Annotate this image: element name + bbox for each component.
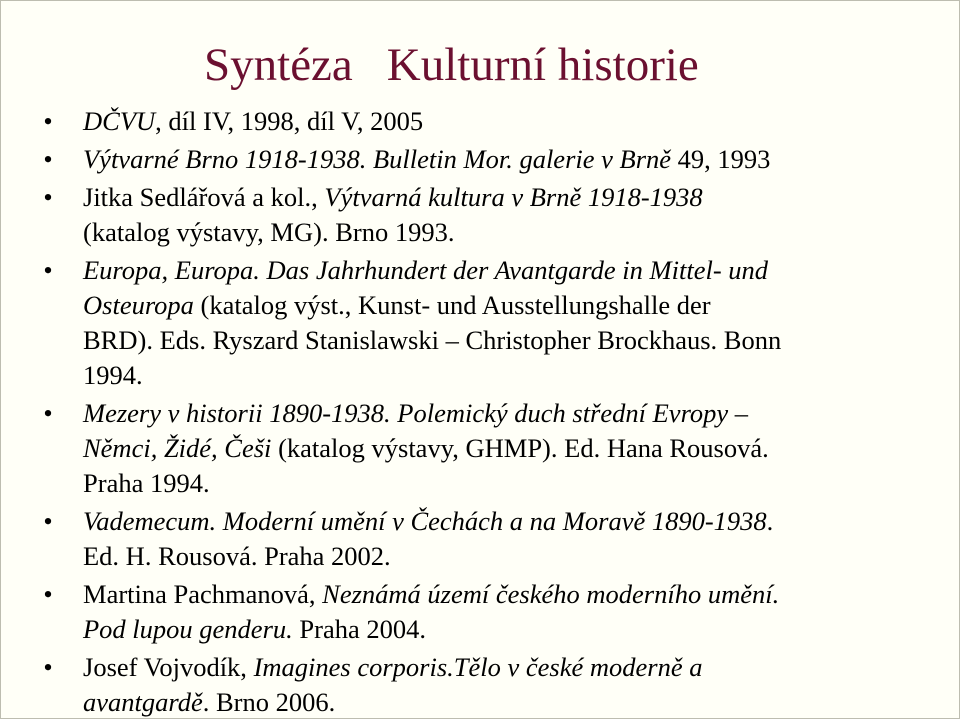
list-item — [43, 142, 943, 177]
list-item — [43, 104, 943, 139]
text-segment: 49, 1993 — [677, 144, 771, 174]
text-segment: Martina Pachmanová, — [83, 579, 323, 609]
list-item — [43, 577, 943, 647]
italic-text: Neznámá území českého moderního umění. Pod lupou genderu. — [83, 579, 780, 644]
text-segment: Josef Vojvodík, — [83, 652, 254, 682]
bullet-icon: • — [43, 182, 53, 212]
bullet-icon: • — [43, 398, 53, 428]
bullet-icon: • — [43, 255, 53, 285]
bullet-icon: • — [43, 106, 53, 136]
bullet-icon: • — [43, 652, 53, 682]
text-segment: Praha 2004. — [292, 614, 426, 644]
italic-text: Výtvarné Brno 1918-1938. Bulletin Mor. galerie v Brně — [83, 144, 678, 174]
italic-text: Imagines corporis.Tělo v české moderně a avantgardě — [83, 652, 703, 717]
italic-text: Vademecum. Moderní umění v Čechách a na Moravě 1890-1938 — [83, 506, 767, 536]
bullet-icon: • — [43, 579, 53, 609]
bibliography-list — [43, 104, 943, 720]
bullet-icon: • — [43, 144, 53, 174]
text-segment: (katalog výstavy, GHMP). Ed. Hana Rousová. Praha 1994. — [83, 433, 769, 498]
list-item — [43, 180, 943, 250]
list-item — [43, 253, 943, 393]
title-part-1: Syntéza — [204, 39, 353, 91]
italic-text: Europa, Europa. Das Jahrhundert der Avantgarde in Mittel- und Osteuropa — [83, 255, 769, 320]
italic-text: Mezery v historii 1890-1938. Polemický duch střední Evropy – Němci, Židé, Češi — [83, 398, 749, 463]
text-segment: . Brno 2006. — [202, 687, 336, 717]
slide-title — [204, 37, 699, 93]
text-segment: . Ed. H. Rousová. Praha 2002. — [83, 506, 774, 571]
list-item — [43, 396, 943, 501]
list-item — [43, 504, 943, 574]
bullet-icon: • — [43, 506, 53, 536]
italic-text: DČVU — [83, 106, 156, 136]
text-segment: (katalog výst., Kunst- und Ausstellungshalle der BRD). Eds. Ryszard Stanislawski – Christopher Brockhaus. Bonn 1994. — [83, 290, 782, 390]
text-segment: (katalog výstavy, MG). Brno 1993. — [83, 217, 455, 247]
text-segment: Jitka Sedlářová a kol., — [83, 182, 325, 212]
title-part-2: Kulturní historie — [386, 39, 699, 91]
italic-text: Výtvarná kultura v Brně 1918-1938 — [324, 182, 703, 212]
list-item — [43, 650, 943, 720]
text-segment: , díl IV, 1998, díl V, 2005 — [155, 106, 424, 136]
